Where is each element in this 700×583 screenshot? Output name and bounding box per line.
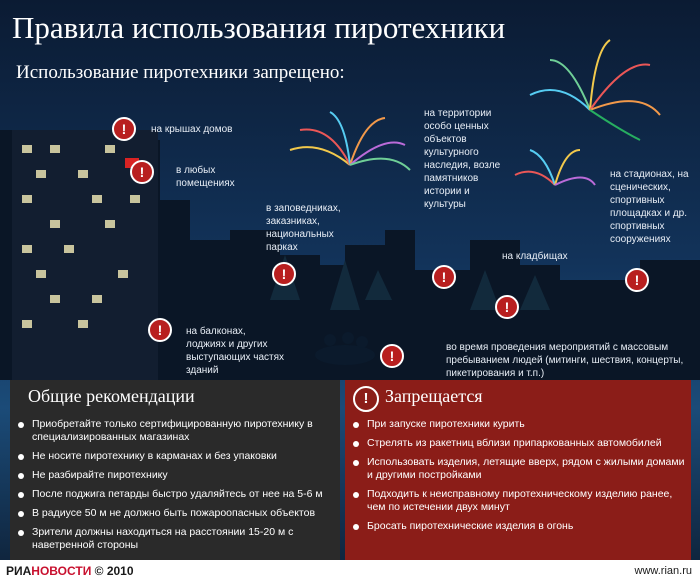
list-item: В радиусе 50 м не должно быть пожароопасных объектов — [18, 507, 334, 520]
general-recommendations-panel — [10, 380, 340, 560]
list-item: Подходить к неисправному пиротехническому изделию ранее, чем по истечении двух минут — [353, 488, 685, 514]
site-url: www.rian.ru — [634, 565, 692, 577]
list-item: Не разбирайте пиротехнику — [18, 469, 334, 482]
firework-3 — [515, 150, 595, 185]
exclamation-icon: ! — [148, 318, 172, 342]
location-label: на балконах, лоджиях и других выступающих частях зданий — [186, 326, 285, 376]
list-item: Приобретайте только сертифицированную пиротехнику в специализированных магазинах — [18, 418, 334, 444]
ria-novosti-logo: РИАНОВОСТИ © 2010 — [6, 564, 134, 578]
page-title: Правила использования пиротехники — [12, 10, 506, 45]
exclamation-icon: ! — [432, 265, 456, 289]
recommendations-list — [18, 418, 334, 558]
exclamation-icon: ! — [112, 117, 136, 141]
exclamation-icon: ! — [380, 344, 404, 368]
prohibited-list — [353, 418, 685, 539]
page-subtitle: Использование пиротехники запрещено: — [16, 62, 345, 83]
panel-title: Запрещается — [385, 386, 483, 406]
location-label: в любых помещениях — [176, 165, 235, 189]
location-label: в заповедниках, заказниках, национальных парках — [266, 203, 341, 253]
list-item: Стрелять из ракетниц вблизи припаркованных автомобилей — [353, 437, 685, 450]
firework-2 — [530, 40, 660, 140]
location-label: во время проведения мероприятий с массовым пребыванием людей (митинги, шествия, концерты, пикетирования и т.п.) — [446, 342, 684, 379]
list-item: Зрители должны находиться на расстоянии 15-20 м с наветренной стороны — [18, 526, 334, 552]
panel-title: Общие рекомендации — [28, 386, 195, 406]
location-label: на кладбищах — [502, 251, 568, 262]
location-label: на территории особо ценных объектов культурного наследия, возле памятников истории и культуры — [424, 108, 501, 210]
location-label: на стадионах, на сценических, спортивных площадках и др. спортивных сооружениях — [610, 169, 689, 245]
list-item: Не носите пиротехнику в карманах и без упаковки — [18, 450, 334, 463]
list-item: Использовать изделия, летящие вверх, рядом с жилыми домами и другими постройками — [353, 456, 685, 482]
exclamation-icon: ! — [625, 268, 649, 292]
firework-1 — [290, 112, 410, 170]
location-label: на крышах домов — [151, 124, 233, 135]
list-item: Бросать пиротехнические изделия в огонь — [353, 520, 685, 533]
footer — [0, 560, 700, 583]
exclamation-icon: ! — [495, 295, 519, 319]
list-item: При запуске пиротехники курить — [353, 418, 685, 431]
exclamation-icon: ! — [353, 386, 379, 412]
exclamation-icon: ! — [272, 262, 296, 286]
prohibited-panel — [345, 380, 691, 560]
exclamation-icon: ! — [130, 160, 154, 184]
list-item: После поджига петарды быстро удаляйтесь от нее на 5-6 м — [18, 488, 334, 501]
